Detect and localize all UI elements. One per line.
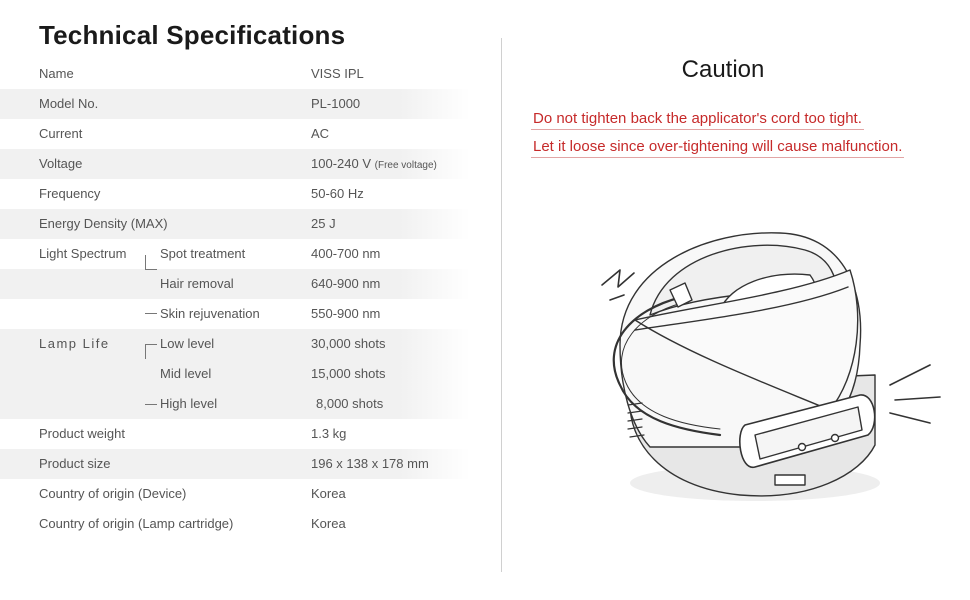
spec-sublabel: Low level bbox=[160, 336, 215, 351]
spec-row-size bbox=[0, 449, 470, 479]
spec-row-current bbox=[0, 119, 470, 149]
spec-row-mid bbox=[0, 359, 470, 389]
spec-value: 640-900 nm bbox=[311, 276, 381, 291]
page-title: Technical Specifications bbox=[39, 20, 346, 50]
spec-sublabel: High level bbox=[160, 396, 218, 411]
spec-value bbox=[311, 149, 437, 181]
spec-row-hair bbox=[0, 269, 470, 299]
group-bracket bbox=[145, 269, 157, 270]
spec-label: Product weight bbox=[39, 426, 125, 441]
bracket-tick bbox=[145, 404, 157, 405]
spec-row-frequency bbox=[0, 179, 470, 209]
spec-row-low bbox=[0, 329, 470, 359]
spec-value: 50-60 Hz bbox=[311, 186, 364, 201]
caution-line-1: Do not tighten back the applicator's cord too tight. bbox=[531, 110, 864, 130]
spec-label: Country of origin (Device) bbox=[39, 486, 187, 501]
spec-sublabel: Hair removal bbox=[160, 276, 234, 291]
spec-label: Energy Density (MAX) bbox=[39, 216, 168, 231]
spec-row-model bbox=[0, 89, 470, 119]
spec-group-label: Light Spectrum bbox=[39, 246, 127, 261]
device-illustration bbox=[590, 225, 950, 515]
spec-row-origin-lamp bbox=[0, 509, 470, 539]
bracket-tick bbox=[145, 344, 157, 345]
spec-row-voltage bbox=[0, 149, 470, 179]
spec-value: 30,000 shots bbox=[311, 336, 386, 351]
voltage-value: 100-240 V bbox=[311, 156, 371, 171]
caution-title: Caution bbox=[681, 56, 765, 83]
spec-sublabel: Mid level bbox=[160, 366, 212, 381]
spec-value: 400-700 nm bbox=[311, 246, 381, 261]
spec-value: 15,000 shots bbox=[311, 366, 386, 381]
spec-label: Model No. bbox=[39, 96, 99, 111]
spec-sublabel: Spot treatment bbox=[160, 246, 246, 261]
spec-row-energy bbox=[0, 209, 470, 239]
spec-group-label: Lamp Life bbox=[39, 336, 110, 351]
spec-label: Name bbox=[39, 66, 74, 81]
spec-row-origin-device bbox=[0, 479, 470, 509]
column-divider bbox=[501, 38, 502, 572]
spec-table bbox=[0, 59, 480, 539]
spec-label: Country of origin (Lamp cartridge) bbox=[39, 516, 234, 531]
spec-row-spot bbox=[0, 239, 470, 269]
spec-label: Voltage bbox=[39, 156, 83, 171]
spec-value: Korea bbox=[311, 486, 346, 501]
spec-row-name bbox=[0, 59, 470, 89]
spec-value: VISS IPL bbox=[311, 66, 364, 81]
spec-label: Product size bbox=[39, 456, 111, 471]
spec-row-weight bbox=[0, 419, 470, 449]
bracket-tick bbox=[145, 313, 157, 314]
spec-value: 1.3 kg bbox=[311, 426, 347, 441]
spec-value: AC bbox=[311, 126, 330, 141]
spec-value: 196 x 138 x 178 mm bbox=[311, 456, 429, 471]
caution-line-2: Let it loose since over-tightening will cause malfunction. bbox=[531, 138, 904, 158]
spec-value: 550-900 nm bbox=[311, 306, 381, 321]
spec-label: Frequency bbox=[39, 186, 101, 201]
voltage-note: (Free voltage) bbox=[374, 160, 437, 171]
spec-value: 8,000 shots bbox=[316, 396, 384, 411]
spec-label: Current bbox=[39, 126, 83, 141]
spec-value: Korea bbox=[311, 516, 346, 531]
spec-row-skin bbox=[0, 299, 470, 329]
spec-value: 25 J bbox=[311, 216, 336, 231]
spec-value: PL-1000 bbox=[311, 96, 361, 111]
spec-row-high bbox=[0, 389, 470, 419]
spec-sublabel: Skin rejuvenation bbox=[160, 306, 260, 321]
